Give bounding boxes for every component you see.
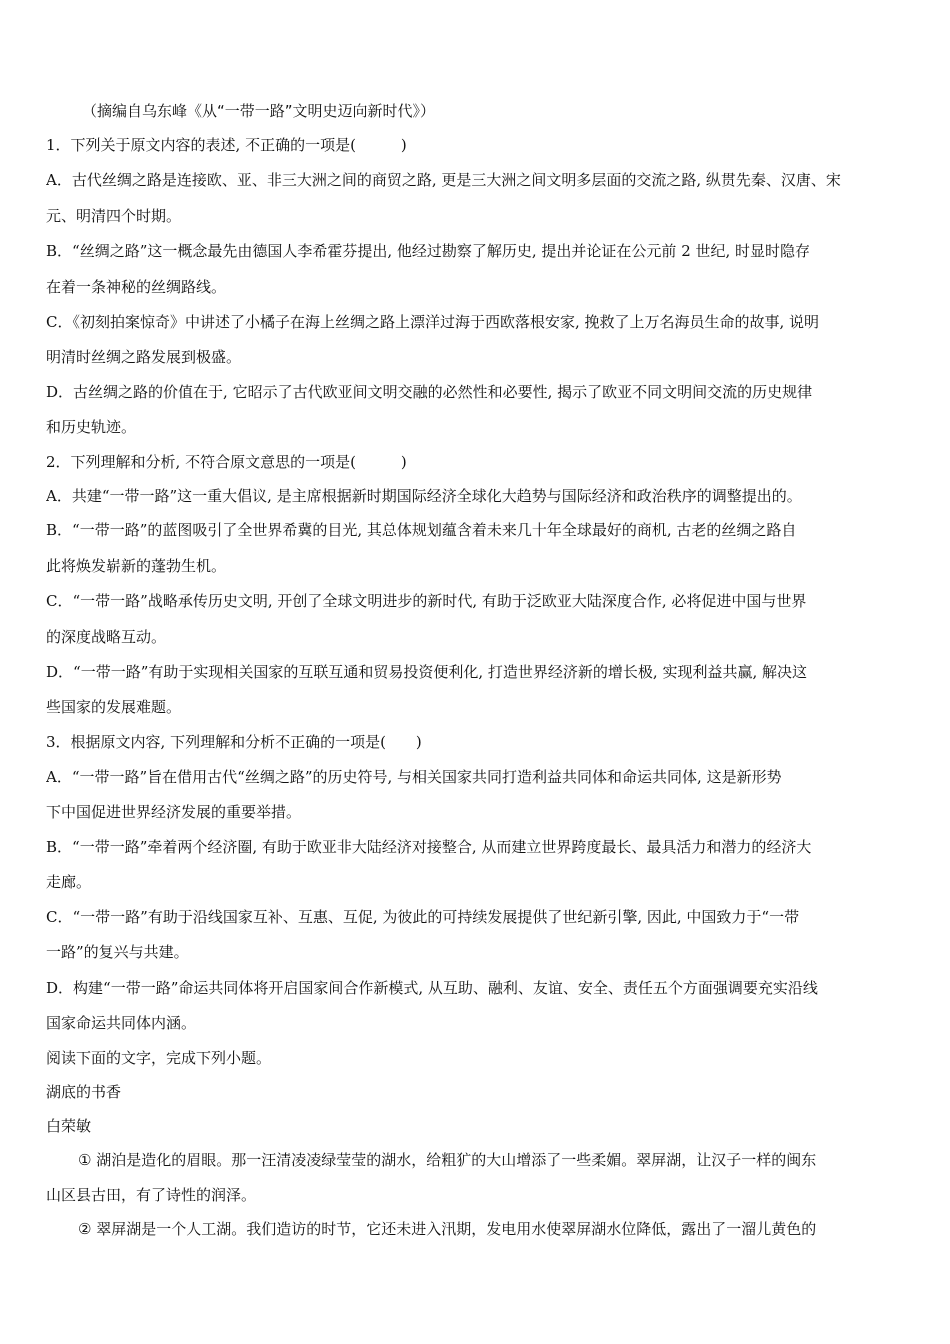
question-2-option-d: D．“一带一路”有助于实现相关国家的互联互通和贸易投资便利化, 打造世界经济新的增长极, 实现利益共赢, 解决这	[46, 663, 807, 681]
article-title: 湖底的书香	[46, 1083, 122, 1101]
article-paragraph-2: ② 翠屏湖是一个人工湖。我们造访的时节，它还未进入汛期，发电用水使翠屏湖水位降低，露出了一溜儿黄色的	[78, 1220, 817, 1238]
question-2-option-c: C．“一带一路”战略承传历史文明, 开创了全球文明进步的新时代, 有助于泛欧亚大陆深度合作, 必将促进中国与世界	[46, 592, 807, 610]
source-citation: （摘编自乌东峰《从“一带一路”文明史迈向新时代》）	[82, 102, 436, 120]
reading-instruction: 阅读下面的文字，完成下列小题。	[46, 1049, 272, 1067]
question-3-option-b: B．“一带一路”牵着两个经济圈, 有助于欧亚非大陆经济对接整合, 从而建立世界跨度最长、最具活力和潜力的经济大	[46, 838, 812, 856]
question-1-option-b-cont: 在着一条神秘的丝绸路线。	[46, 278, 227, 296]
question-1-option-d-cont: 和历史轨迹。	[46, 418, 137, 436]
question-1-option-a: A．古代丝绸之路是连接欧、亚、非三大洲之间的商贸之路, 更是三大洲之间文明多层面的交流之路, 纵贯先秦、汉唐、宋	[46, 171, 841, 189]
question-3-option-a-cont: 下中国促进世界经济发展的重要举措。	[46, 803, 302, 821]
question-1-option-b: B．“丝绸之路”这一概念最先由德国人李希霍芬提出, 他经过勘察了解历史, 提出并论证在公元前 2 世纪, 时显时隐存	[46, 242, 811, 260]
question-2-option-a: A．共建“一带一路”这一重大倡议, 是主席根据新时期国际经济全球化大趋势与国际经济和政治秩序的调整提出的。	[46, 487, 802, 505]
question-3-option-b-cont: 走廊。	[46, 873, 92, 891]
question-3-option-d: D．构建“一带一路”命运共同体将开启国家间合作新模式, 从互助、融利、友谊、安全、责任五个方面强调要充实沿线	[46, 979, 818, 997]
question-1-option-c: C．《初刻拍案惊奇》中讲述了小橘子在海上丝绸之路上漂洋过海于西欧落根安家, 挽救了上万名海员生命的故事, 说明	[46, 313, 820, 331]
question-1-stem: 1．下列关于原文内容的表述, 不正确的一项是( )	[46, 136, 407, 154]
question-2-option-d-cont: 些国家的发展难题。	[46, 698, 182, 716]
article-paragraph-1-cont: 山区县古田，有了诗性的润泽。	[46, 1186, 257, 1204]
question-1-option-a-cont: 元、明清四个时期。	[46, 207, 182, 225]
question-1-option-c-cont: 明清时丝绸之路发展到极盛。	[46, 348, 242, 366]
question-3-option-a: A．“一带一路”旨在借用古代“丝绸之路”的历史符号, 与相关国家共同打造利益共同体和命运共同体, 这是新形势	[46, 768, 782, 786]
article-paragraph-1: ① 湖泊是造化的眉眼。那一汪清凌凌绿莹莹的湖水，给粗犷的大山增添了一些柔媚。翠屏湖，让汉子一样的闽东	[78, 1151, 817, 1169]
question-2-stem: 2．下列理解和分析, 不符合原文意思的一项是( )	[46, 453, 407, 471]
question-1-option-d: D．古丝绸之路的价值在于, 它昭示了古代欧亚间文明交融的必然性和必要性, 揭示了欧亚不同文明间交流的历史规律	[46, 383, 813, 401]
question-3-option-d-cont: 国家命运共同体内涵。	[46, 1014, 197, 1032]
question-2-option-c-cont: 的深度战略互动。	[46, 628, 167, 646]
article-author: 白荣敏	[46, 1117, 92, 1135]
question-2-option-b: B．“一带一路”的蓝图吸引了全世界希冀的目光, 其总体规划蕴含着未来几十年全球最好的商机, 古老的丝绸之路自	[46, 521, 797, 539]
question-2-option-b-cont: 此将焕发崭新的蓬勃生机。	[46, 557, 227, 575]
question-3-option-c-cont: 一路”的复兴与共建。	[46, 943, 189, 961]
question-3-stem: 3．根据原文内容, 下列理解和分析不正确的一项是( )	[46, 733, 422, 751]
question-3-option-c: C．“一带一路”有助于沿线国家互补、互惠、互促, 为彼此的可持续发展提供了世纪新引擎, 因此, 中国致力于“一带	[46, 908, 800, 926]
